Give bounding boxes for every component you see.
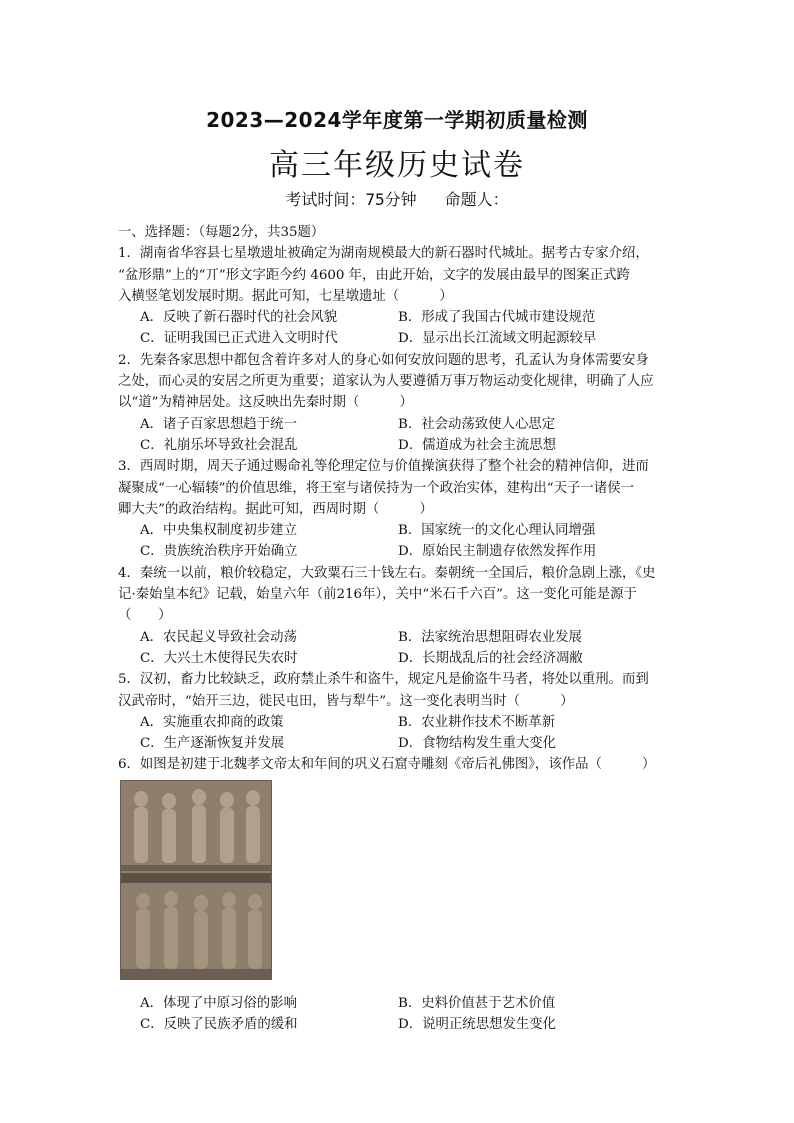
question-line: 6．如图是初建于北魏孝文帝太和年间的巩义石窟寺雕刻《帝后礼佛图》，该作品（ ） [118,757,656,773]
option-c: C．证明我国已正式进入文明时代 [140,331,338,347]
exam-title: 2023—2024学年度第一学期初质量检测 [206,108,588,132]
option-c: C．贵族统治秩序开始确立 [140,544,298,560]
question-line: 5．汉初，畜力比较缺乏，政府禁止杀牛和盗牛，规定凡是偷盗牛马者，将处以重刑。而到 [118,672,649,688]
question-line: 卿大夫”的政治结构。据此可知，西周时期（ ） [118,501,433,517]
option-a: A．农民起义导致社会动荡 [140,629,297,645]
question-6 [118,754,678,1035]
option-c: C．反映了民族矛盾的缓和 [140,1017,298,1033]
question-line: 记·秦始皇本纪》记载，始皇六年（前216年），关中“米石千六百”。这一变化可能是源于 [118,587,637,603]
question-3 [118,456,678,562]
option-d: D．说明正统思想发生变化 [398,1017,557,1033]
option-a: A．实施重农抑商的政策 [140,714,284,730]
exam-author: 命题人： [444,190,509,209]
options [140,993,678,1036]
option-c: C．生产逐渐恢复并发展 [140,736,285,752]
option-a: A．诸子百家思想趋于统一 [140,416,297,432]
question-line: 以“道”为精神居处。这反映出先秦时期（ ） [118,395,413,411]
question-line: 入横竖笔划发展时期。据此可知，七星墩遗址（ ） [118,288,453,304]
option-b: B．国家统一的文化心理认同增强 [398,523,596,539]
question-body [118,222,678,1036]
option-a: A．中央集权制度初步建立 [140,523,297,539]
section-heading: 一、选择题：（每题2分，共35题） [118,225,325,240]
options [140,520,678,563]
option-a: A．体现了中原习俗的影响 [140,996,297,1012]
question-line: 3．西周时期，周天子通过赐命礼等伦理定位与价值操演获得了整个社会的精神信仰，进而 [118,459,649,475]
question-line: 凝聚成“一心辐辏”的价值思维，将王室与诸侯持为一个政治实体，建构出“天子一诸侯一 [118,480,634,496]
question-1 [118,243,678,349]
option-b: B．社会动荡致使人心思定 [398,416,556,432]
option-b: B．形成了我国古代城市建设规范 [398,310,596,326]
question-line: （ ） [118,608,172,624]
options [140,712,678,755]
option-c: C．大兴土木使得民失农时 [140,650,298,666]
question-4 [118,563,678,669]
option-d: D．长期战乱后的社会经济凋敝 [398,650,583,666]
options [140,307,678,350]
question-line: 2．先秦各家思想中都包含着许多对人的身心如何安放问题的思考，孔孟认为身体需要安身 [118,352,649,368]
option-b: B．史料价值甚于艺术价值 [398,996,556,1012]
question-line: 4．秦统一以前，粮价较稳定，大致粟石三十钱左右。秦朝统一全国后，粮价急剧上涨，《史 [118,565,656,581]
options [140,627,678,670]
question-2 [118,350,678,456]
option-b: B．法家统治思想阻碍农业发展 [398,629,582,645]
option-b: B．农业耕作技术不断革新 [398,714,556,730]
question-line: 汉武帝时，“始开三边，徙民屯田，皆与犁牛”。这一变化表明当时（ ） [118,693,574,709]
option-a: A．反映了新石器时代的社会风貌 [140,310,338,326]
exam-subtitle: 高三年级历史试卷 [269,148,525,183]
options [140,414,678,457]
question-5 [118,669,678,754]
option-d: D．儒道成为社会主流思想 [398,437,557,453]
relief-image [120,780,272,980]
question-line: 1．湖南省华容县七星墩遗址被确定为湖南规模最大的新石器时代城址。据考古专家介绍， [118,246,649,262]
question-line: 之处，而心灵的安居之所更为重要；道家认为人要遵循万事万物运动变化规律，明确了人应 [118,374,654,390]
option-d: D．原始民主制遗存依然发挥作用 [398,544,597,560]
option-c: C．礼崩乐坏导致社会混乱 [140,437,298,453]
exam-meta [0,187,794,210]
option-d: D．食物结构发生重大变化 [398,736,557,752]
question-line: “盆形鼎”上的“丌”形文字距今约 4600 年，由此开始，文字的发展由最早的图案正式跨 [118,267,630,283]
exam-time: 考试时间：75分钟 [285,190,417,209]
option-d: D．显示出长江流域文明起源较早 [398,331,597,347]
